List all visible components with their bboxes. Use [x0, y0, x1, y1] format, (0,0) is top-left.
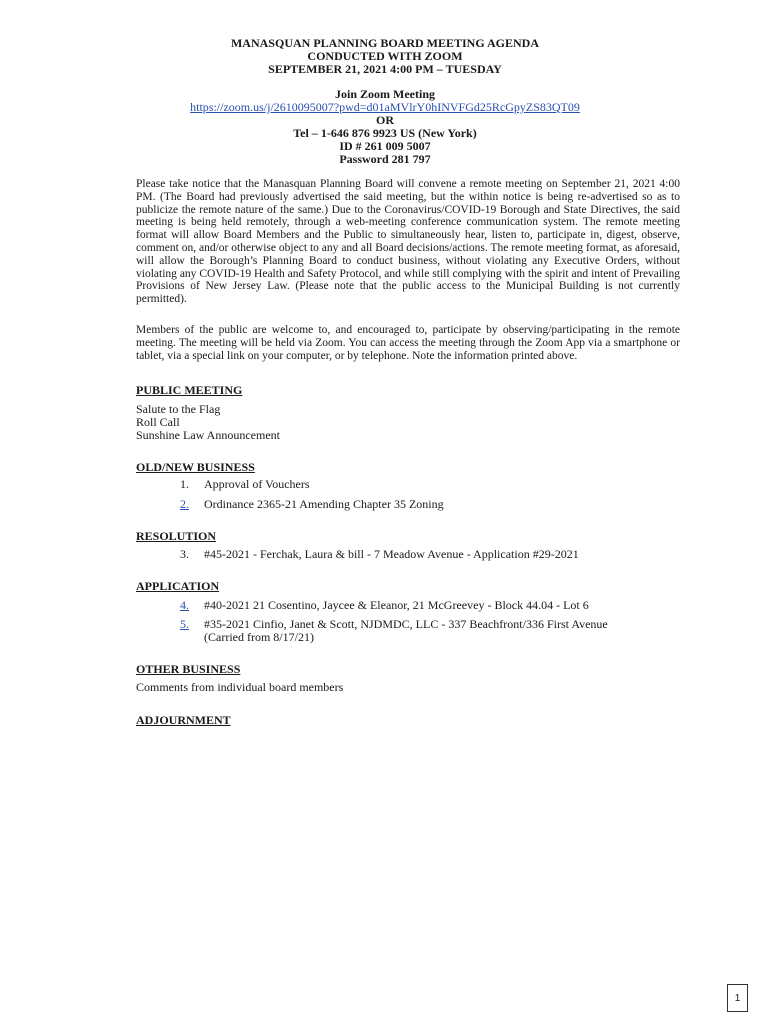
application-heading: APPLICATION: [136, 579, 220, 593]
item-text: #35-2021 Cinfio, Janet & Scott, NJDMDC, LLC - 337 Beachfront/336 First Avenue (Carried from 8/17/21): [204, 617, 608, 644]
item-number-link[interactable]: 4.: [180, 598, 189, 612]
old-new-business-heading: OLD/NEW BUSINESS: [136, 460, 255, 474]
notice-paragraph-1: Please take notice that the Manasquan Planning Board will convene a remote meeting on September 21, 2021 4:00 PM. (The Board had previously advertised the said meeting, but the within notice is being re-advertised so as to publicize the remote nature of the same.) Due to the Coronavirus/COVID-19 Borough and State Directives, the said meeting is being held remotely, through a web-meeting conference communication system. The remote meeting format will allow Board Members and the Public to simultaneously hear, listen to, participate in, digest, observe, comment on, and/or otherwise object to any and all Board decisions/actions. The remote meeting format, as aforesaid, will allow the Borough’s Planning Board to conduct business, without violating any Executive Orders, without violating any COVID-19 Health and Safety Protocol, and while still complying with the spirit and intent of Prevailing Provisions of New Jersey Law. (Please note that the public access to the Municipal Building is not currently permitted).: [136, 178, 680, 306]
phone-number: Tel – 1-646 876 9923 US (New York): [293, 126, 477, 140]
zoom-meeting-link[interactable]: https://zoom.us/j/2610095007?pwd=d01aMVlrY0hINVFGd25RcGpyZS83QT09: [190, 100, 580, 114]
item-number: 1.: [180, 477, 189, 491]
list-item: Roll Call: [136, 415, 180, 429]
item-number-link[interactable]: 2.: [180, 497, 189, 511]
meeting-id: ID # 261 009 5007: [339, 139, 431, 153]
item-text: Ordinance 2365-21 Amending Chapter 35 Zoning: [204, 497, 444, 511]
header-title: MANASQUAN PLANNING BOARD MEETING AGENDA: [230, 36, 539, 50]
join-zoom-label: Join Zoom Meeting: [335, 87, 435, 101]
item-number-link[interactable]: 5.: [180, 617, 189, 631]
list-item: Salute to the Flag: [136, 402, 221, 416]
other-business-text: Comments from individual board members: [136, 680, 344, 694]
header-subtitle: CONDUCTED WITH ZOOM: [307, 49, 463, 63]
item-text: Approval of Vouchers: [204, 477, 310, 491]
list-item: Sunshine Law Announcement: [136, 428, 280, 442]
item-text: #45-2021 - Ferchak, Laura & bill - 7 Meadow Avenue - Application #29-2021: [204, 547, 579, 561]
agenda-header: [0, 37, 770, 166]
public-meeting-heading: PUBLIC MEETING: [136, 383, 243, 397]
item-number: 3.: [180, 547, 189, 561]
adjournment-heading: ADJOURNMENT: [136, 713, 231, 727]
header-date: SEPTEMBER 21, 2021 4:00 PM – TUESDAY: [268, 62, 502, 76]
public-meeting-list: [136, 403, 280, 442]
page-number: 1: [727, 984, 748, 1012]
item-text: #40-2021 21 Cosentino, Jaycee & Eleanor, 21 McGreevey - Block 44.04 - Lot 6: [204, 598, 589, 612]
or-label: OR: [376, 113, 394, 127]
notice-paragraph-2: Members of the public are welcome to, and encouraged to, participate by observing/participating in the remote meeting. The meeting will be held via Zoom. You can access the meeting through the Zoom App via a smartphone or tablet, via a special link on your computer, or by telephone. Note the information printed above.: [136, 324, 680, 362]
other-business-heading: OTHER BUSINESS: [136, 662, 241, 676]
meeting-password: Password 281 797: [339, 152, 431, 166]
resolution-heading: RESOLUTION: [136, 529, 217, 543]
